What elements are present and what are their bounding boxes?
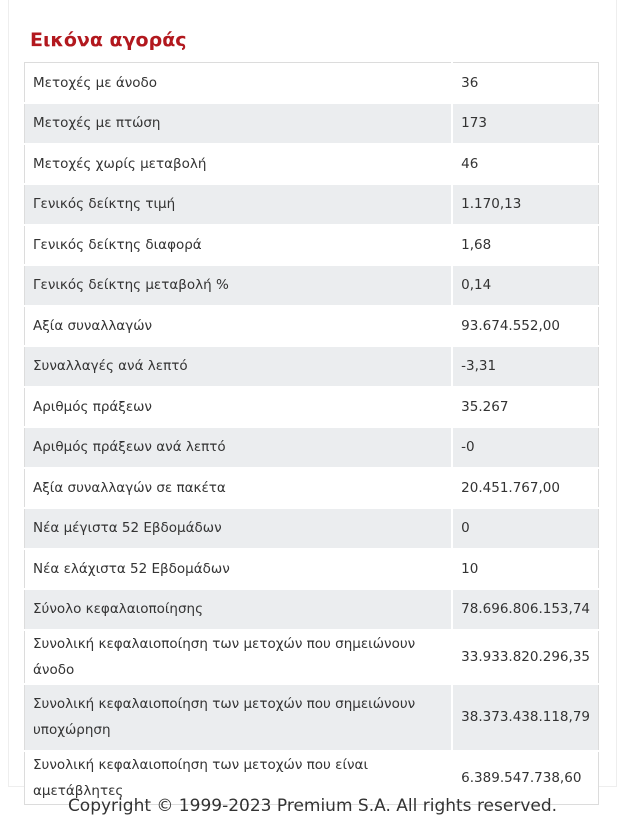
- row-label: Μετοχές με πτώση: [25, 103, 453, 144]
- table-row: [25, 427, 599, 468]
- row-label: Μετοχές χωρίς μεταβολή: [25, 144, 453, 185]
- row-value: -3,31: [452, 346, 598, 387]
- row-value: 33.933.820.296,35: [452, 630, 598, 684]
- table-row: [25, 549, 599, 590]
- table-row: [25, 468, 599, 509]
- row-value: 35.267: [452, 387, 598, 428]
- table-row: [25, 630, 599, 684]
- row-value: 1.170,13: [452, 184, 598, 225]
- row-value: 78.696.806.153,74: [452, 589, 598, 630]
- row-value: 93.674.552,00: [452, 306, 598, 347]
- row-value: 0: [452, 508, 598, 549]
- market-overview-table: [24, 62, 599, 805]
- row-value: 46: [452, 144, 598, 185]
- row-label: Αριθμός πράξεων ανά λεπτό: [25, 427, 453, 468]
- row-value: -0: [452, 427, 598, 468]
- row-value: 0,14: [452, 265, 598, 306]
- row-label: Γενικός δείκτης μεταβολή %: [25, 265, 453, 306]
- row-value: 6.389.547.738,60: [452, 751, 598, 805]
- row-label: Νέα μέγιστα 52 Εβδομάδων: [25, 508, 453, 549]
- table-row: [25, 387, 599, 428]
- row-label: Αξία συναλλαγών: [25, 306, 453, 347]
- table-row: [25, 103, 599, 144]
- table-row: [25, 144, 599, 185]
- row-label: Αξία συναλλαγών σε πακέτα: [25, 468, 453, 509]
- row-label: Γενικός δείκτης τιμή: [25, 184, 453, 225]
- row-label: Σύνολο κεφαλαιοποίησης: [25, 589, 453, 630]
- row-label: Συνολική κεφαλαιοποίηση των μετοχών που σημειώνουν άνοδο: [25, 630, 453, 684]
- row-value: 173: [452, 103, 598, 144]
- table-row: [25, 225, 599, 266]
- table-row: [25, 306, 599, 347]
- row-label: Συνολική κεφαλαιοποίηση των μετοχών που σημειώνουν υποχώρηση: [25, 684, 453, 751]
- row-value: 1,68: [452, 225, 598, 266]
- table-row: [25, 265, 599, 306]
- row-label: Νέα ελάχιστα 52 Εβδομάδων: [25, 549, 453, 590]
- row-value: 20.451.767,00: [452, 468, 598, 509]
- row-value: 10: [452, 549, 598, 590]
- table-row: [25, 508, 599, 549]
- copyright-footer: Copyright © 1999-2023 Premium S.A. All rights reserved.: [67, 796, 558, 816]
- row-label: Συνολική κεφαλαιοποίηση των μετοχών που είναι αμετάβλητες: [25, 751, 453, 805]
- row-label: Γενικός δείκτης διαφορά: [25, 225, 453, 266]
- section-title: Εικόνα αγοράς: [30, 29, 187, 51]
- row-value: 38.373.438.118,79: [452, 684, 598, 751]
- table-row: [25, 684, 599, 751]
- row-label: Αριθμός πράξεων: [25, 387, 453, 428]
- row-value: 36: [452, 63, 598, 104]
- row-label: Μετοχές με άνοδο: [25, 63, 453, 104]
- row-label: Συναλλαγές ανά λεπτό: [25, 346, 453, 387]
- table-row: [25, 184, 599, 225]
- table-row: [25, 346, 599, 387]
- table-row: [25, 63, 599, 104]
- table-row: [25, 589, 599, 630]
